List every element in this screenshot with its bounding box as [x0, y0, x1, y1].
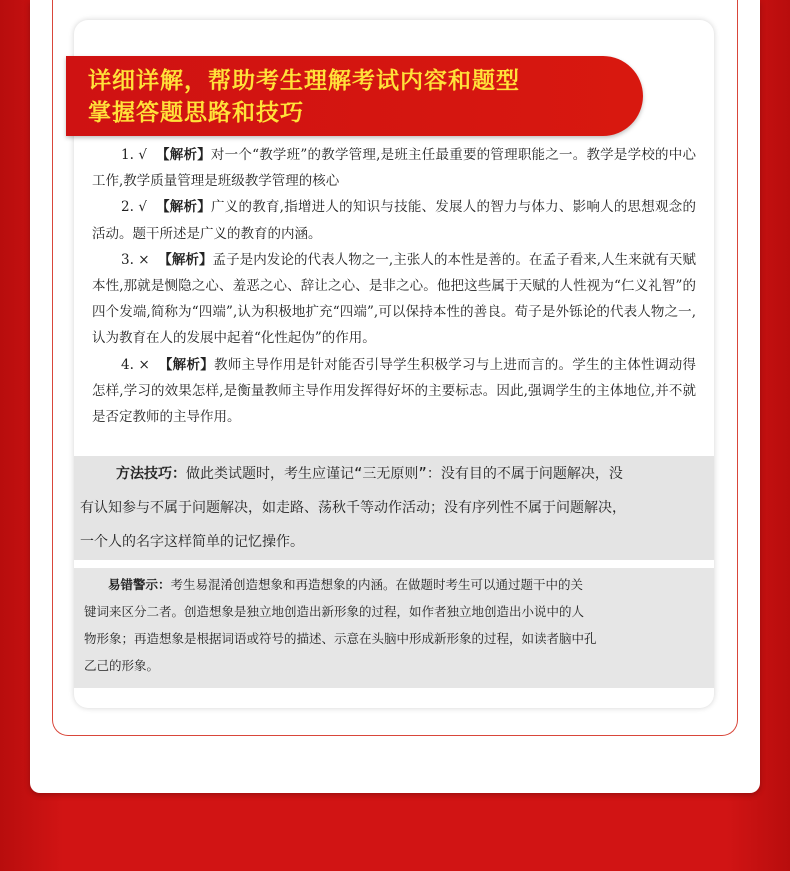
- answer-item: [92, 247, 696, 352]
- method-text: 做此类试题时，考生应谨记“三无原则”：没有目的不属于问题解决，没: [186, 466, 623, 482]
- method-label: 方法技巧：: [116, 466, 186, 482]
- answer-item: [92, 352, 696, 431]
- error-warning-box: [74, 568, 714, 688]
- answer-number: 3. ×: [121, 251, 150, 268]
- warning-line-3: 物形象；再造想象是根据词语或符号的描述、示意在头脑中形成新形象的过程，如读者脑中孔: [84, 631, 597, 646]
- answer-item: [92, 142, 696, 194]
- answer-number: 1. √: [121, 147, 147, 163]
- warning-line-2: 键词来区分二者。创造想象是独立地创造出新形象的过程，如作者独立地创造出小说中的人: [84, 604, 585, 619]
- method-line-2: 有认知参与不属于问题解决，如走路、荡秋千等动作活动；没有序列性不属于问题解决，: [80, 500, 626, 516]
- banner-line-1: 详细详解，帮助考生理解考试内容和题型: [88, 68, 520, 94]
- answer-number: 4. ×: [121, 356, 150, 373]
- answer-text: 广义的教育,指增进人的知识与技能、发展人的智力与体力、影响人的思想观念的活动。题干所述是广义的教育的内涵。: [92, 199, 696, 242]
- headline-banner: [66, 56, 643, 136]
- warning-label: 易错警示：: [108, 577, 171, 592]
- answer-list: [92, 142, 696, 430]
- answer-text: 教师主导作用是针对能否引导学生积极学习与上进而言的。学生的主体性调动得怎样,学习的效果怎样,是衡量教师主导作用发挥得好坏的主要标志。因此,强调学生的主体地位,并不就是否定教师的主导作用。: [92, 356, 697, 426]
- answer-text: 对一个“教学班”的教学管理,是班主任最重要的管理职能之一。教学是学校的中心工作,教学质量管理是班级教学管理的核心: [92, 147, 696, 190]
- method-tips-box: [74, 456, 714, 560]
- analysis-tag: 【解析】: [156, 199, 212, 216]
- method-line-1: [116, 457, 714, 492]
- analysis-tag: 【解析】: [156, 147, 211, 163]
- analysis-tag: 【解析】: [158, 251, 213, 268]
- method-line-3: 一个人的名字这样简单的记忆操作。: [80, 534, 304, 550]
- warning-line-4: 乙己的形象。: [84, 658, 160, 673]
- warning-line-1: [108, 571, 583, 598]
- warning-text: 考生易混淆创造想象和再造想象的内涵。在做题时考生可以通过题干中的关: [170, 577, 584, 592]
- answer-number: 2. √: [121, 199, 148, 216]
- analysis-tag: 【解析】: [158, 356, 215, 373]
- answer-item: [92, 194, 696, 246]
- banner-line-2: 掌握答题思路和技巧: [88, 100, 304, 126]
- answer-text: 孟子是内发论的代表人物之一,主张人的本性是善的。在孟子看来,人生来就有天赋本性,那就是恻隐之心、羞恶之心、辞让之心、是非之心。他把这些属于天赋的人性视为“仁义礼智”的四个发端,简称为“四端”,认为积极地扩充“四端”,可以保持本性的善良。荀子是外铄论的代表人物之一,认为教育在人的发展中起着“化性起伪”的作用。: [92, 251, 696, 347]
